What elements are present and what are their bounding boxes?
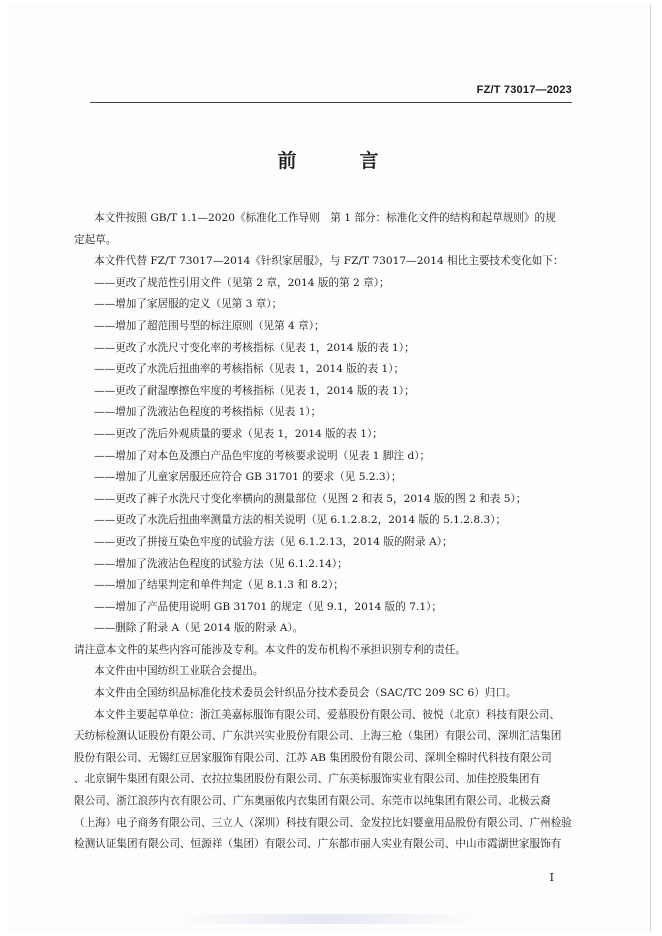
list-item: ——增加了儿童家居服还应符合 GB 31701 的要求（见 5.2.3）； xyxy=(94,471,402,484)
list-item: ——更改了水洗后扭曲率测量方法的相关说明（见 6.1.2.8.2，2014 版的 5.1.2.8.3）； xyxy=(94,514,507,527)
text-line: 请注意本文件的某些内容可能涉及专利。本文件的发布机构不承担识别专利的责任。 xyxy=(74,643,466,656)
text-line: 定起草。 xyxy=(74,233,117,246)
list-item: ——增加了洗液沾色程度的考核指标（见表 1）； xyxy=(94,406,322,419)
list-item: ——更改了拼接互染色牢度的试验方法（见 6.1.2.13，2014 版的附录 A）； xyxy=(94,535,453,548)
list-item: ——增加了家居服的定义（见第 3 章）； xyxy=(94,298,283,311)
list-item: ——更改了水洗尺寸变化率的考核指标（见表 1，2014 版的表 1）； xyxy=(94,341,415,354)
text-line: 本文件由中国纺织工业联合会提出。 xyxy=(94,665,264,678)
text-line: 、北京铜牛集团有限公司、衣拉拉集团股份有限公司、广东美标服饰实业有限公司、加佳控股集团有 xyxy=(74,773,541,786)
foreword-body xyxy=(74,208,578,856)
text-line: 限公司、浙江浪莎内衣有限公司、广东奥丽侬内衣集团有限公司、东莞市以纯集团有限公司、北极云裔 xyxy=(74,795,551,808)
text-line: 检测认证集团有限公司、恒源祥（集团）有限公司、广东都市丽人实业有限公司、中山市霞湖世家服饰有 xyxy=(74,838,562,851)
list-item: ——更改了洗后外观质量的要求（见表 1，2014 版的表 1）； xyxy=(94,427,383,440)
list-item: ——更改了水洗后扭曲率的考核指标（见表 1，2014 版的表 1）； xyxy=(94,363,405,376)
text-line: 本文件主要起草单位：浙江美嘉标服饰有限公司、爱慕股份有限公司、彼悦（北京）科技有限公司、 xyxy=(94,708,561,721)
list-item: ——更改了规范性引用文件（见第 2 章，2014 版的第 2 章）； xyxy=(94,276,390,289)
text-line: 股份有限公司、无锡红豆居家服饰有限公司、江苏 AB 集团股份有限公司、深圳全棉时代科技有限公司 xyxy=(74,751,552,764)
document-page xyxy=(6,4,651,932)
text-line: 本文件按照 GB/T 1.1—2020《标准化工作导则 第 1 部分：标准化文件的结构和起草规则》的规 xyxy=(94,212,556,224)
page-title: 前 言 xyxy=(277,150,401,172)
list-item: ——更改了裤子水洗尺寸变化率横向的测量部位（见图 2 和表 5，2014 版的图 2 和表 5）； xyxy=(94,492,527,505)
list-item: ——增加了结果判定和单件判定（见 8.1.3 和 8.2）； xyxy=(94,579,344,592)
page-number: I xyxy=(549,871,554,884)
text-line: 本文件代替 FZ/T 73017—2014《针织家居服》，与 FZ/T 73017—2014 相比主要技术变化如下： xyxy=(94,255,564,268)
list-item: ——删除了附录 A（见 2014 版的附录 A）。 xyxy=(94,622,304,635)
list-item: ——增加了对本色及漂白产品色牢度的考核要求说明（见表 1 脚注 d）； xyxy=(94,449,431,462)
text-line: （上海）电子商务有限公司、三立人（深圳）科技有限公司、金发拉比妇婴童用品股份有限公司、广州检验 xyxy=(74,816,572,829)
list-item: ——更改了耐湿摩擦色牢度的考核指标（见表 1，2014 版的表 1）； xyxy=(94,384,415,397)
standard-code: FZ/T 73017—2023 xyxy=(476,84,572,96)
list-item: ——增加了超范围号型的标注原则（见第 4 章）； xyxy=(94,319,325,332)
header-rule xyxy=(90,102,572,103)
list-item: ——增加了产品使用说明 GB 31701 的规定（见 9.1，2014 版的 7.1）； xyxy=(94,600,442,613)
list-item: ——增加了洗液沾色程度的试验方法（见 6.1.2.14）； xyxy=(94,557,348,570)
text-line: 本文件由全国纺织品标准化技术委员会针织品分技术委员会（SAC/TC 209 SC 6）归口。 xyxy=(94,687,517,700)
text-line: 天纺标检测认证股份有限公司、广东洪兴实业股份有限公司、上海三枪（集团）有限公司、深圳汇洁集团 xyxy=(74,730,562,743)
footer-watermark-strip xyxy=(176,914,476,924)
